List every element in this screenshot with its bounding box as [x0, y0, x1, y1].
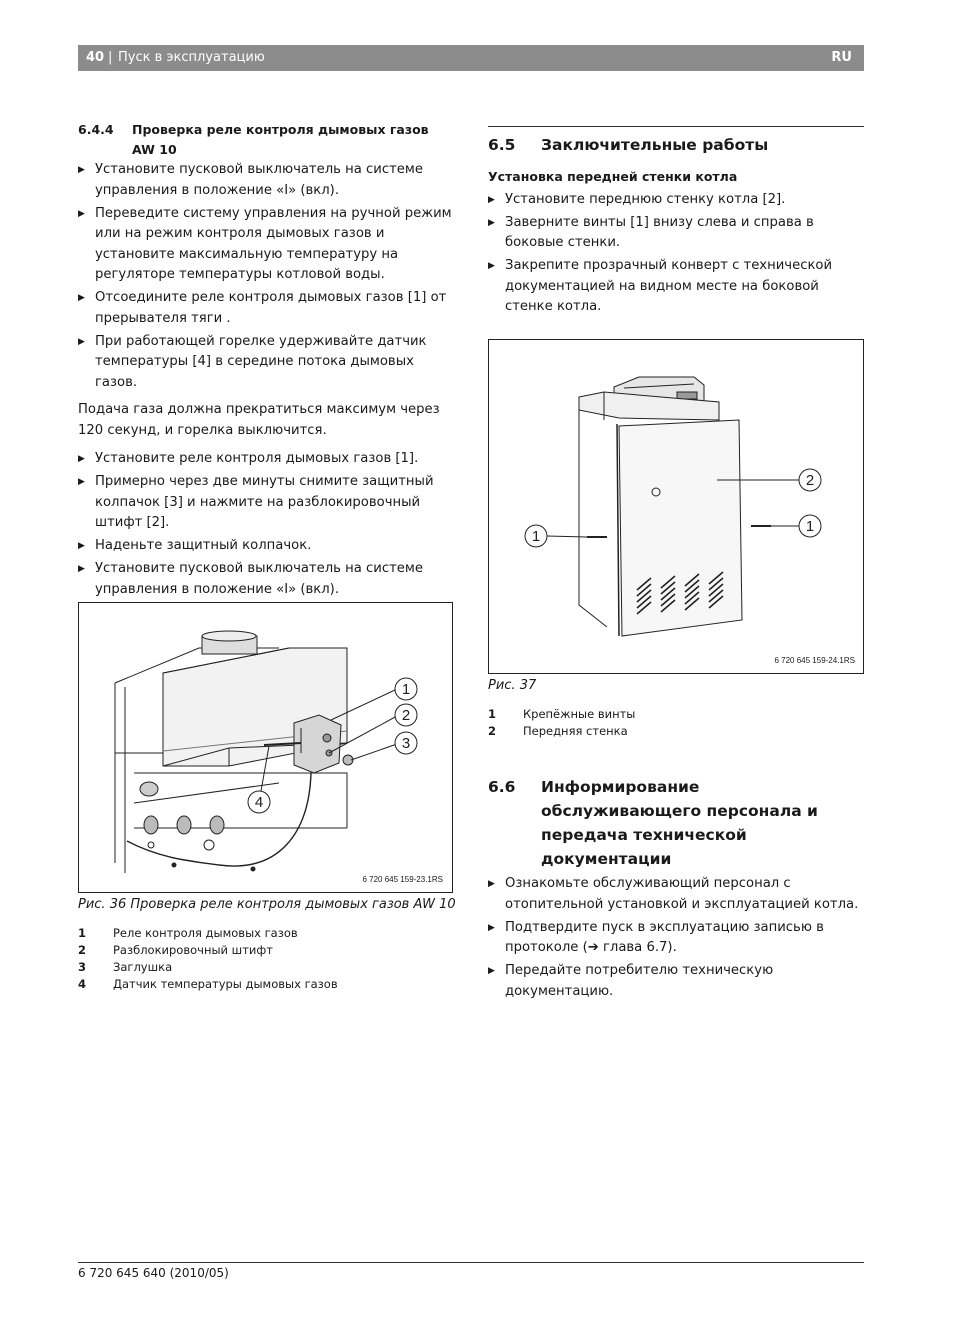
figure-36-legend — [78, 925, 454, 993]
figure-36 — [78, 602, 453, 893]
legend-row — [78, 925, 454, 942]
list-item — [488, 874, 864, 915]
list-item-text: Переведите систему управления на ручной режим или на режим контроля дымовых газов и установите максимальную температуру на регуляторе температуры котловой воды. — [95, 205, 452, 282]
legend-row — [488, 723, 864, 740]
section-6-6 — [488, 775, 864, 1005]
subheading: Установка передней стенки котла — [488, 169, 738, 184]
figure-code: 6 720 645 159-23.1RS — [362, 875, 443, 884]
section-6-5-heading — [488, 126, 864, 157]
left-column — [78, 120, 454, 603]
figure-36-caption: Рис. 36 Проверка реле контроля дымовых газов AW 10 — [78, 897, 456, 912]
callout-1-left: 1 — [531, 528, 541, 545]
legend-number: 4 — [78, 977, 87, 991]
list-item-text: Подтвердите пуск в эксплуатацию записью в протоколе (➔ глава 6.7). — [505, 919, 824, 955]
header-separator: | — [108, 50, 113, 65]
chapter-title: Пуск в эксплуатацию — [118, 50, 265, 65]
triangle-right-icon: ▶ — [78, 454, 85, 464]
figure-37-caption: Рис. 37 — [488, 678, 537, 693]
triangle-right-icon: ▶ — [78, 208, 85, 219]
steps-list — [488, 190, 864, 318]
boiler-front-panel-illustration — [489, 340, 864, 674]
legend-row — [78, 959, 454, 976]
list-item-text: Установите переднюю стенку котла [2]. — [505, 191, 786, 207]
section-number: 6.6 — [488, 778, 516, 796]
triangle-right-icon: ▶ — [488, 217, 495, 228]
flue-gas-relay-illustration — [79, 603, 453, 893]
list-item-text: При работающей горелке удерживайте датчик температуры [4] в середине потока дымовых газов. — [95, 333, 427, 390]
list-item — [488, 190, 864, 211]
legend-text: Реле контроля дымовых газов — [113, 926, 298, 940]
legend-text: Заглушка — [113, 960, 173, 974]
figure-code: 6 720 645 159-24.1RS — [774, 656, 855, 665]
figure-37-legend — [488, 706, 864, 740]
page-number: 40 — [86, 50, 105, 65]
legend-number: 2 — [488, 724, 497, 738]
callout-1-right: 1 — [805, 518, 815, 535]
list-item — [78, 559, 454, 600]
callout-3: 3 — [401, 735, 411, 752]
list-item-text: Заверните винты [1] внизу слева и справа в боковые стенки. — [505, 214, 814, 250]
triangle-right-icon: ▶ — [78, 477, 85, 487]
list-item — [488, 256, 864, 318]
language-code: RU — [831, 50, 852, 65]
legend-row — [488, 706, 864, 723]
legend-number: 2 — [78, 943, 87, 957]
legend-row — [78, 976, 454, 993]
list-item — [78, 332, 454, 394]
list-item — [78, 536, 454, 557]
triangle-right-icon: ▶ — [78, 165, 85, 175]
list-item — [488, 213, 864, 254]
steps-list-b — [78, 449, 454, 600]
triangle-right-icon: ▶ — [78, 293, 85, 303]
list-item-text: Закрепите прозрачный конверт с технической документацией на видном месте на боковой стенке котла. — [505, 258, 833, 314]
section-number: 6.5 — [488, 136, 516, 154]
section-title: Проверка реле контроля дымовых газов AW 10 — [132, 122, 429, 157]
paragraph: Подача газа должна прекратиться максимум через 120 секунд, и горелка выключится. — [78, 402, 440, 438]
legend-number: 3 — [78, 960, 87, 974]
list-item — [78, 204, 454, 286]
triangle-right-icon: ▶ — [488, 922, 495, 933]
triangle-right-icon: ▶ — [488, 194, 495, 205]
legend-number: 1 — [78, 926, 87, 940]
section-number: 6.4.4 — [78, 122, 114, 137]
section-title: Заключительные работы — [541, 136, 769, 154]
list-item — [78, 449, 454, 470]
callout-4: 4 — [254, 794, 264, 811]
callout-2: 2 — [401, 707, 411, 724]
list-item-text: Установите пусковой выключатель на системе управления в положение «I» (вкл). — [95, 561, 423, 597]
callout-1: 1 — [401, 681, 411, 698]
triangle-right-icon: ▶ — [78, 336, 85, 347]
list-item-text: Примерно через две минуты снимите защитный колпачок [3] и нажмите на разблокировочный штифт [2]. — [95, 474, 434, 530]
list-item — [488, 918, 864, 959]
triangle-right-icon: ▶ — [488, 966, 495, 976]
footer-divider — [78, 1262, 864, 1263]
legend-text: Датчик температуры дымовых газов — [113, 977, 338, 991]
legend-text: Передняя стенка — [523, 724, 628, 738]
callout-2: 2 — [805, 472, 815, 489]
legend-text: Разблокировочный штифт — [113, 943, 273, 957]
list-item-text: Установите пусковой выключатель на системе управления в положение «I» (вкл). — [95, 162, 423, 198]
right-column-top — [488, 126, 864, 320]
list-item — [78, 160, 454, 201]
legend-row — [78, 942, 454, 959]
list-item-text: Отсоедините реле контроля дымовых газов [1] от прерывателя тяги . — [95, 290, 447, 326]
triangle-right-icon: ▶ — [488, 261, 495, 271]
list-item-text: Ознакомьте обслуживающий персонал с отопительной установкой и эксплуатацией котла. — [505, 876, 859, 912]
list-item-text: Передайте потребителю техническую документацию. — [505, 963, 774, 999]
list-item — [78, 472, 454, 534]
figure-37 — [488, 339, 864, 674]
footer-doc-code: 6 720 645 640 (2010/05) — [78, 1266, 229, 1280]
page-header — [78, 45, 864, 71]
section-6-6-heading — [488, 775, 864, 871]
triangle-right-icon: ▶ — [78, 564, 85, 574]
list-item — [488, 961, 864, 1002]
legend-text: Крепёжные винты — [523, 707, 636, 721]
list-item-text: Наденьте защитный колпачок. — [95, 538, 312, 553]
triangle-right-icon: ▶ — [488, 879, 495, 889]
section-6-4-4-heading — [78, 120, 454, 160]
section-title: Информирование обслуживающего персонала и передача технической документации — [541, 778, 818, 868]
triangle-right-icon: ▶ — [78, 541, 85, 551]
list-item-text: Установите реле контроля дымовых газов [1]. — [95, 451, 419, 466]
steps-list — [488, 874, 864, 1002]
legend-number: 1 — [488, 707, 497, 721]
list-item — [78, 288, 454, 329]
steps-list-a — [78, 160, 454, 393]
